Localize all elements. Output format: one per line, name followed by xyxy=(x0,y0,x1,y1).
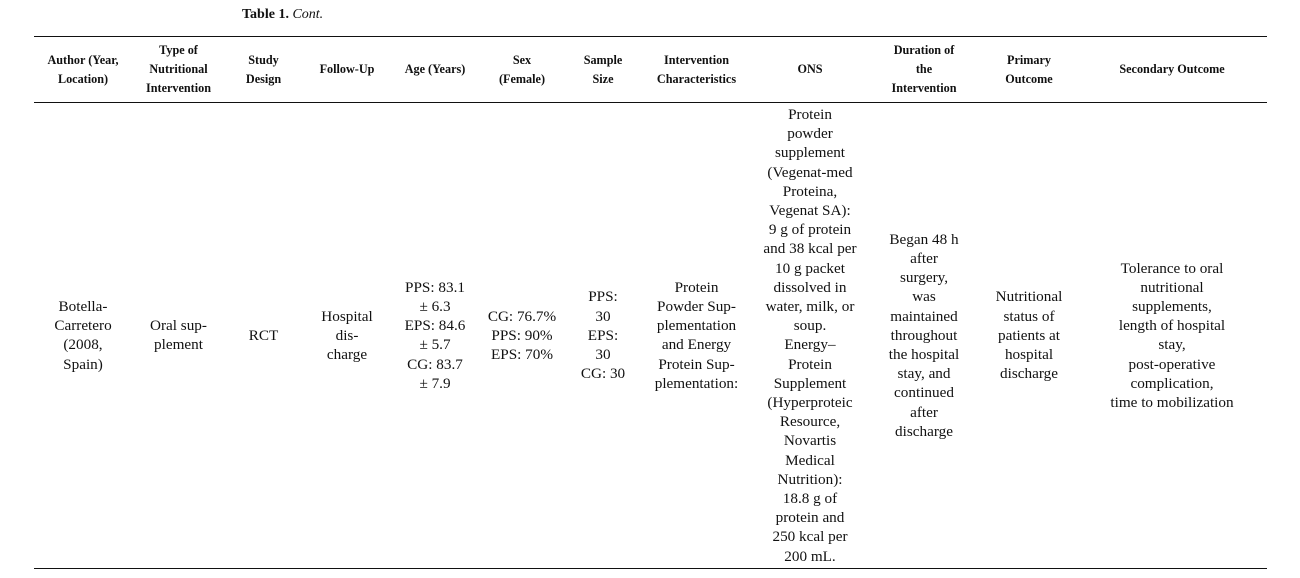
header-author: Author (Year, Location) xyxy=(34,37,132,103)
table-caption-label: Table 1. xyxy=(242,7,289,22)
header-sex: Sex (Female) xyxy=(478,37,566,103)
cell-primary-outcome: Nutritional status of patients at hospital discharge xyxy=(981,103,1077,569)
cell-ons: Protein powder supplement (Vegenat-med Proteina, Vegenat SA): 9 g of protein and 38 kcal per 10 g packet dissolved in water, milk, or soup. Energy– Protein Supplement (Hyperproteic Resource, Novartis Medical Nutrition): 18.8 g of protein and 250 kcal per 200 mL. xyxy=(753,103,867,569)
header-age: Age (Years) xyxy=(392,37,478,103)
cell-intervention-type: Oral sup- plement xyxy=(132,103,225,569)
header-primary-outcome: Primary Outcome xyxy=(981,37,1077,103)
table-caption-continued: Cont. xyxy=(292,7,324,22)
header-intervention-characteristics: Intervention Characteristics xyxy=(640,37,753,103)
header-study-design: Study Design xyxy=(225,37,302,103)
cell-author: Botella- Carretero (2008, Spain) xyxy=(34,103,132,569)
cell-age: PPS: 83.1 ± 6.3 EPS: 84.6 ± 5.7 CG: 83.7 ± 7.9 xyxy=(392,103,478,569)
header-follow-up: Follow-Up xyxy=(302,37,392,103)
cell-follow-up: Hospital dis- charge xyxy=(302,103,392,569)
header-duration: Duration of the Intervention xyxy=(867,37,981,103)
table-caption xyxy=(242,7,323,23)
cell-sample-size: PPS: 30 EPS: 30 CG: 30 xyxy=(566,103,640,569)
study-characteristics-table xyxy=(34,36,1267,569)
header-intervention-type: Type of Nutritional Intervention xyxy=(132,37,225,103)
header-secondary-outcome: Secondary Outcome xyxy=(1077,37,1267,103)
cell-sex: CG: 76.7% PPS: 90% EPS: 70% xyxy=(478,103,566,569)
cell-intervention-characteristics: Protein Powder Sup- plementation and Energy Protein Sup- plementation: xyxy=(640,103,753,569)
table-row xyxy=(34,103,1267,569)
cell-secondary-outcome: Tolerance to oral nutritional supplements, length of hospital stay, post-operative complication, time to mobilization xyxy=(1077,103,1267,569)
cell-study-design: RCT xyxy=(225,103,302,569)
cell-duration: Began 48 h after surgery, was maintained throughout the hospital stay, and continued after discharge xyxy=(867,103,981,569)
table-header-row xyxy=(34,37,1267,103)
header-ons: ONS xyxy=(753,37,867,103)
header-sample-size: Sample Size xyxy=(566,37,640,103)
